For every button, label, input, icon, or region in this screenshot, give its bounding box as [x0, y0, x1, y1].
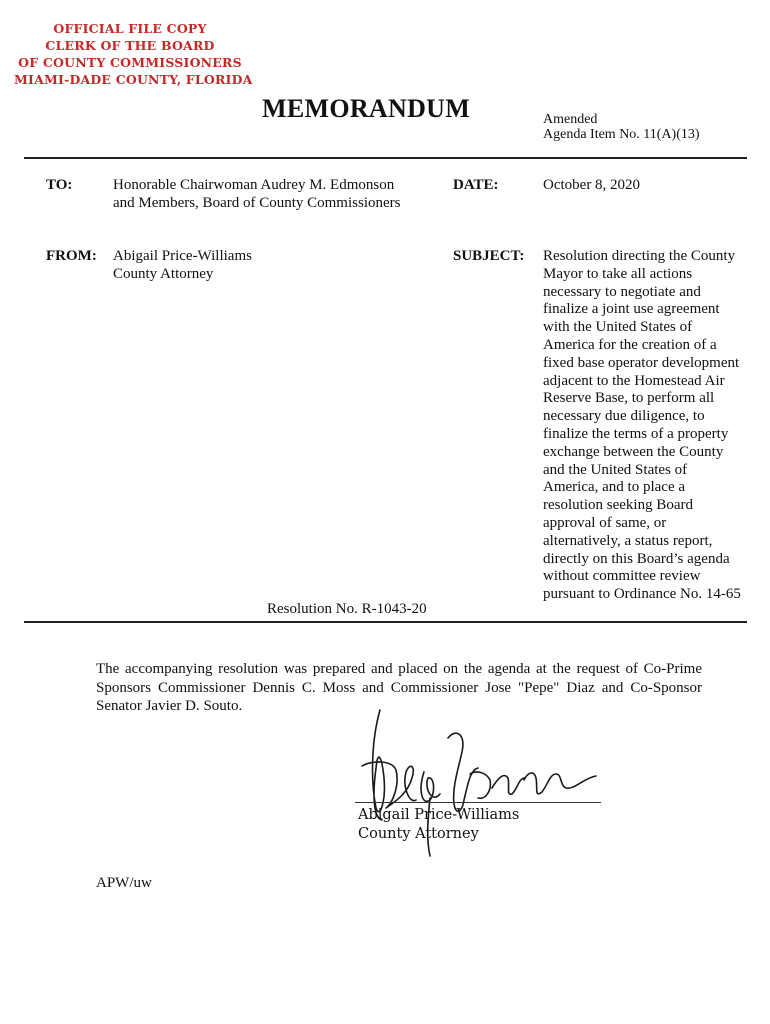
subject-line: approval of same, or [543, 514, 667, 531]
signatory-title: County Attorney [358, 826, 479, 842]
subject-line: Resolution directing the County [543, 248, 736, 264]
from-label: FROM: [46, 248, 97, 264]
subject-line: necessary due diligence, to [543, 408, 705, 425]
memo-title: MEMORANDUM [262, 94, 471, 123]
agenda-item-block [543, 112, 700, 142]
amended-label: Amended [543, 112, 598, 127]
subject-line: adjacent to the Homestead Air [543, 372, 725, 389]
from-line: Abigail Price-Williams [113, 248, 252, 264]
subject-line: Mayor to take all actions [543, 265, 693, 282]
subject-line: finalize the terms of a property [543, 425, 729, 442]
subject-line: America for the creation of a [543, 336, 717, 353]
stamp-line: OFFICIAL FILE COPY [53, 21, 207, 36]
to-line: and Members, Board of County Commissioners [113, 194, 401, 211]
subject-line: resolution seeking Board [543, 497, 693, 514]
to-recipient [113, 177, 400, 213]
date-label: DATE: [453, 177, 499, 193]
official-file-copy-stamp [14, 20, 253, 88]
subject-line: fixed base operator development [543, 354, 740, 371]
signatory-name: Abigail Price-Williams [358, 807, 520, 823]
signature-line [355, 802, 601, 803]
subject-line: finalize a joint use agreement [543, 301, 720, 318]
body-paragraph: The accompanying resolution was prepared and placed on the agenda at the request of Co-Prime Sponsors Commissioner Dennis C. Moss and Commissioner Jose "Pepe" Diaz and Co-Sponsor Senator Javier D. Souto. [96, 661, 702, 714]
subject-label: SUBJECT: [453, 248, 525, 264]
from-sender [113, 248, 252, 284]
subject-text [543, 248, 741, 604]
stamp-line: CLERK OF THE BOARD [45, 38, 215, 53]
to-line: Honorable Chairwoman Audrey M. Edmonson [113, 177, 395, 193]
subject-line: directly on this Board’s agenda [543, 550, 730, 567]
subject-line: Reserve Base, to perform all [543, 390, 715, 407]
resolution-number: Resolution No. R-1043-20 [267, 601, 427, 617]
subject-line: and the United States of [543, 461, 688, 478]
subject-line: without committee review [543, 568, 701, 585]
header-divider [24, 157, 747, 159]
typist-initials: APW/uw [96, 875, 152, 891]
stamp-line: OF COUNTY COMMISSIONERS [18, 55, 242, 70]
agenda-item-number: Agenda Item No. 11(A)(13) [543, 127, 700, 142]
to-label: TO: [46, 177, 73, 193]
signatory-block [358, 806, 519, 844]
stamp-line: MIAMI-DADE COUNTY, FLORIDA [14, 72, 253, 87]
subject-line: America, and to place a [543, 479, 686, 496]
from-line: County Attorney [113, 265, 214, 282]
fields-divider [24, 621, 747, 623]
subject-line: alternatively, a status report, [543, 532, 713, 549]
subject-line: exchange between the County [543, 443, 724, 460]
subject-line: necessary to negotiate and [543, 283, 701, 300]
subject-line: pursuant to Ordinance No. 14-65 [543, 586, 741, 603]
date-value: October 8, 2020 [543, 177, 641, 193]
subject-line: with the United States of [543, 319, 693, 336]
